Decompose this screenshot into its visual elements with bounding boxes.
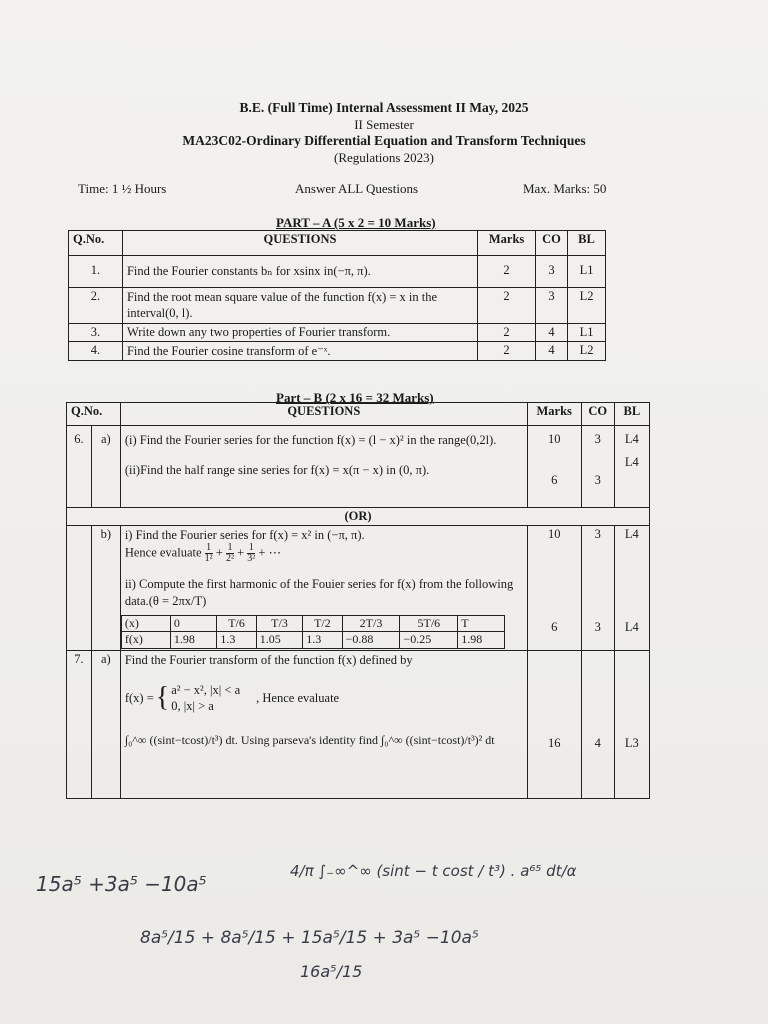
q6b-i-bl: L4 (624, 527, 639, 541)
fx-value: −0.25 (400, 632, 458, 649)
col-bl: BL (568, 231, 606, 256)
table-header-row (69, 231, 606, 256)
q6b-hence: Hence evaluate $\frac{1}{\text{1²}}$ + $\frac{1}{\text{2²}}$ + $\frac{1}{\text{3²}}$ + ⋯ (124, 542, 282, 565)
question-co: 3 (536, 288, 568, 324)
x-value: T (458, 615, 505, 632)
question-number: 4. (69, 342, 123, 361)
q7a-integrals (125, 733, 523, 749)
x-value: T/2 (303, 615, 342, 632)
question-bl: L2 (568, 342, 606, 361)
part-a-heading: PART – A (5 x 2 = 10 Marks) (276, 215, 436, 230)
question-bl (614, 426, 649, 508)
max-marks: Max. Marks: 50 (523, 181, 607, 196)
question-number: 1. (69, 256, 123, 288)
q6b-ii-co: 3 (594, 620, 601, 634)
part-b-table (66, 402, 650, 799)
q6b-i-marks: 10 (547, 527, 561, 541)
col-marks: Marks (527, 403, 581, 426)
question-marks: 2 (478, 288, 536, 324)
parseval-text: Using parseva's identity find (240, 732, 378, 747)
or-label: (OR) (67, 508, 650, 526)
fraction-term: $\frac{1}{\text{2²}}$ (225, 542, 234, 565)
q6a-ii-bl: L4 (624, 455, 639, 469)
x-value: 2T/3 (342, 615, 400, 632)
course-title: MA23C02-Ordinary Differential Equation and Transform Techniques (182, 133, 586, 148)
fx-value: −0.88 (342, 632, 400, 649)
q6a-i-marks: 10 (547, 432, 561, 446)
fx-value: 1.3 (303, 632, 342, 649)
col-qno: Q.No. (69, 231, 123, 256)
question-co: 4 (536, 342, 568, 361)
table-row (67, 426, 650, 508)
handwritten-line-1: 15a⁵ +3a⁵ −10a⁵ (36, 872, 207, 896)
handwritten-integral: 4/π ∫₋∞^∞ (sint − t cost / t³) . a⁶⁵ dt/α (290, 862, 577, 880)
q7a-intro: Find the Fourier transform of the function f(x) defined by (124, 652, 413, 667)
question-number: 3. (69, 324, 123, 342)
question-marks: 2 (478, 342, 536, 361)
question-bl: L3 (614, 650, 649, 798)
x-value: 5T/6 (400, 615, 458, 632)
series-tail: + ⋯ (258, 545, 282, 560)
integral-2: ∫₀^∞ ((sint−tcost)/t³)² dt (380, 732, 495, 747)
x-value: 0 (170, 615, 217, 632)
question-text: Find the root mean square value of the function f(x) = x in the interval(0, l). (122, 288, 477, 324)
hence-evaluate-text: Hence evaluate (124, 545, 202, 560)
fraction-term: $\frac{1}{\text{1²}}$ (204, 542, 213, 565)
question-number: 2. (69, 288, 123, 324)
fraction-term: $\frac{1}{\text{3²}}$ (247, 542, 256, 565)
regulations: (Regulations 2023) (333, 150, 434, 165)
fx-label: f(x) (121, 632, 170, 649)
col-marks: Marks (478, 231, 536, 256)
part-b-heading: Part – B (2 x 16 = 32 Marks) (276, 390, 434, 405)
q6b-part-i: i) Find the Fourier series for f(x) = x² in (−π, π). (124, 528, 365, 542)
question-text: Find the Fourier cosine transform of e⁻ˣ. (122, 342, 477, 361)
handwritten-line-2: 8a⁵/15 + 8a⁵/15 + 15a⁵/15 + 3a⁵ −10a⁵ (140, 928, 479, 948)
question-marks: 2 (478, 256, 536, 288)
col-questions: QUESTIONS (122, 231, 477, 256)
q6b-ii-bl: L4 (624, 620, 639, 634)
question-text (120, 526, 527, 651)
col-qno: Q.No. (67, 403, 121, 426)
handwritten-line-3: 16a⁵/15 (300, 962, 363, 981)
case-2: 0, |x| > a (171, 699, 214, 714)
fx-value: 1.05 (256, 632, 303, 649)
question-marks (527, 526, 581, 651)
col-co: CO (536, 231, 568, 256)
table-row (69, 288, 606, 324)
q6a-ii-marks: 6 (551, 473, 558, 487)
fx-value: 1.98 (458, 632, 505, 649)
question-number: 6. (67, 426, 92, 508)
q6a-i-co: 3 (594, 432, 601, 446)
question-co: 3 (536, 256, 568, 288)
integral-1: ∫₀^∞ ((sint−tcost)/t³) dt. (124, 732, 238, 747)
q7a-piecewise (125, 682, 523, 715)
fx-value: 1.3 (217, 632, 256, 649)
question-bl: L1 (568, 324, 606, 342)
question-bl (614, 526, 649, 651)
question-co (581, 526, 614, 651)
data-row-x (121, 615, 504, 632)
exam-title: B.E. (Full Time) Internal Assessment II May, 2025 (239, 100, 529, 115)
table-header-row (67, 403, 650, 426)
q6b-ii-marks: 6 (551, 620, 558, 634)
q6b-part-ii: ii) Compute the first harmonic of the Fouier series for f(x) from the following data.(θ = 2πx/T) (124, 577, 514, 608)
exam-instruction: Answer ALL Questions (295, 181, 419, 196)
col-questions: QUESTIONS (120, 403, 527, 426)
question-co (581, 426, 614, 508)
question-text: Find the Fourier constants bₙ for xsinx in(−π, π). (122, 256, 477, 288)
col-bl: BL (614, 403, 649, 426)
data-row-fx (121, 632, 504, 649)
case-1: a² − x², |x| < a (171, 683, 241, 698)
question-co: 4 (536, 324, 568, 342)
fx-label: f(x) = (124, 691, 154, 706)
table-row (69, 324, 606, 342)
semester: II Semester (354, 117, 414, 132)
brace-glyph: { (155, 682, 170, 714)
x-value: T/3 (256, 615, 303, 632)
table-row (67, 650, 650, 798)
q6a-part-i: (i) Find the Fourier series for the function f(x) = (l − x)² in the range(0,2l). (124, 433, 497, 447)
question-part-label: a) (91, 426, 120, 508)
table-row (69, 342, 606, 361)
col-co: CO (581, 403, 614, 426)
piecewise-cases (171, 682, 240, 715)
question-text (120, 426, 527, 508)
harmonic-data-table (121, 615, 505, 649)
exam-time: Time: 1 ½ Hours (78, 181, 167, 196)
question-co: 4 (581, 650, 614, 798)
question-text: Write down any two properties of Fourier transform. (122, 324, 477, 342)
question-marks: 2 (478, 324, 536, 342)
question-part-label: a) (91, 650, 120, 798)
table-row (67, 526, 650, 651)
q6a-i-bl: L4 (624, 432, 639, 446)
hence-evaluate: , Hence evaluate (256, 691, 340, 706)
x-value: T/6 (217, 615, 256, 632)
fx-value: 1.98 (170, 632, 217, 649)
question-bl: L2 (568, 288, 606, 324)
question-bl: L1 (568, 256, 606, 288)
x-label: (x) (121, 615, 170, 632)
question-number: 7. (67, 650, 92, 798)
question-text (120, 650, 527, 798)
part-a-table (68, 230, 606, 361)
question-marks: 16 (527, 650, 581, 798)
q6a-part-ii: (ii)Find the half range sine series for f(x) = x(π − x) in (0, π). (124, 463, 430, 478)
q6a-ii-co: 3 (594, 473, 601, 487)
or-row (67, 508, 650, 526)
q6b-i-co: 3 (594, 527, 601, 541)
question-part-label: b) (91, 526, 120, 651)
table-row (69, 256, 606, 288)
question-marks (527, 426, 581, 508)
